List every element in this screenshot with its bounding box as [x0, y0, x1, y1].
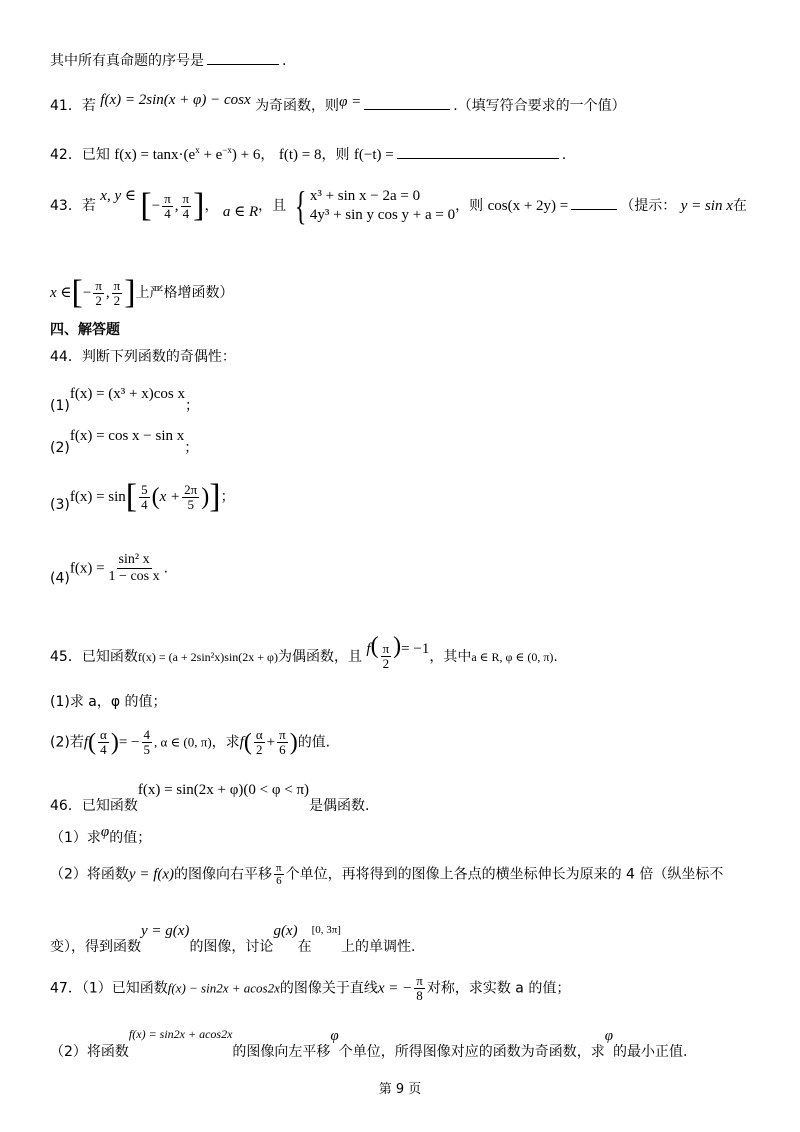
question-44-part-3: (3)f(x) = sin[ $\frac{5}{4}$ (x + $\frac{2\pi}{5}$ )]； — [50, 478, 235, 515]
bracket: ] — [124, 274, 136, 311]
question-44-part-4: (4)f(x) = $\frac{\text{sin² x}}{\text{1 − cos x}}$ . — [50, 552, 169, 587]
a-in-R: a ∈ R — [222, 204, 259, 220]
equation-1: x³ + sin x − 2a = 0 — [309, 188, 421, 204]
section-heading: 四、解答题 — [50, 322, 120, 338]
question-46-part-2-continued: 变），得到函数y = g(x)的图像，讨论g(x)在[0, 3π]上的单调性. — [50, 923, 416, 955]
question-text-end: .（填写符合要求的一个值） — [453, 98, 626, 114]
question-number: 41．若 — [50, 98, 96, 114]
bracket: ] — [193, 187, 205, 224]
function-expression: f(x) = cos x − sin x — [69, 428, 185, 444]
question-45-part-2: (2)若f( $\frac{\alpha}{4}$ )= − $\frac{4}{5}$ , α ∈ (0, π)，求f( $\frac{\alpha}{2}$ + $\frac{\pi}{6}$ )的值. — [50, 727, 331, 757]
hint-function: y = sin x — [680, 198, 733, 214]
question-44-part-2: (2)f(x) = cos x − sin x； — [50, 428, 199, 456]
condition: f(t) = 8 — [278, 147, 322, 163]
minus: − — [151, 198, 161, 214]
prev-question-line — [50, 50, 286, 71]
question-46-part-2: （2）将函数y = f(x)的图像向右平移 $\frac{\pi}{6}$ 个单位，再将得到的图像上各点的横坐标伸长为原来的 4 倍（纵坐标不 — [50, 862, 724, 887]
bracket: [ — [140, 187, 152, 224]
page-footer: 第 9 页 — [378, 1082, 422, 1097]
question-44-title: 44．判断下列函数的奇偶性： — [50, 349, 236, 365]
hint-text: 在 — [732, 198, 747, 214]
fraction: $\frac{\pi}{2}$ — [113, 277, 121, 308]
part-label: (2) — [50, 440, 70, 456]
x-in: x ∈ — [50, 285, 72, 301]
answer-blank — [364, 95, 450, 110]
period: . — [561, 147, 567, 163]
question-46: 46．已知函数f(x) = sin(2x + φ)(0 < φ < π)是偶函数. — [50, 782, 370, 814]
equation-system: { x³ + sin x − 2a = 0 4y³ + sin y cos y + a = 0 — [294, 183, 456, 228]
phi-symbol: φ = — [339, 94, 362, 110]
asked-expression: f(−t) = — [353, 147, 394, 163]
function-expression: $f(x) = \tan x\cdot(e^x + e^{-x}) + 6$ — [114, 145, 261, 163]
asked-expression: cos(x + 2y) = — [487, 198, 569, 214]
question-number: 46．已知函数 — [50, 798, 138, 814]
function-expression: f(x) = (a + 2sin²x)sin(2x + φ) — [137, 650, 278, 664]
function-expression: f(x) = — [69, 560, 105, 577]
hint-text: 上严格增函数） — [135, 285, 234, 301]
question-text: ，则 — [321, 147, 350, 163]
comma: ， — [260, 147, 275, 163]
part-label: (3) — [50, 497, 70, 513]
fraction: $\frac{\pi}{4}$ — [164, 190, 171, 221]
fraction: $\frac{\pi}{2}$ — [95, 277, 102, 308]
part-label: (1) — [50, 398, 70, 414]
question-text: ，则 — [455, 198, 484, 214]
variables: x, y ∈ — [100, 188, 136, 204]
bracket: [ — [71, 274, 83, 311]
question-47-part-2: （2）将函数f(x) = sin2x + acos2x的图像向左平移φ个单位，所得图像对应的函数为奇函数，求φ的最小正值. — [50, 1027, 688, 1060]
question-text: ，且 — [258, 198, 287, 214]
condition: a ∈ R, φ ∈ (0, π) — [471, 650, 554, 664]
prev-question-text: 其中所有真命题的序号是 — [50, 53, 204, 69]
question-number: 45．已知函数 — [50, 649, 138, 665]
question-45: 45．已知函数f(x) = (a + 2sin²x)sin(2x + φ)为偶函数，且 f( $\frac{\pi}{2}$ )= −1，其中a ∈ R, φ ∈ (0, π). — [50, 633, 558, 671]
question-42 — [50, 140, 566, 165]
question-number: 43．若 — [50, 198, 96, 214]
hint-text: （提示： — [620, 198, 677, 214]
answer-blank — [207, 50, 279, 65]
function-expression: f(x) = (x³ + x)cos x — [69, 386, 185, 402]
fraction: $\frac{\pi}{4}$ — [182, 190, 190, 221]
function-expression: f(x) = sin(2x + φ)(0 < φ < π) — [137, 782, 310, 798]
question-44-part-1: (1)f(x) = (x³ + x)cos x； — [50, 386, 199, 414]
answer-blank — [571, 195, 617, 210]
period: . — [282, 53, 287, 69]
function-expression: f(x) = sin — [69, 489, 126, 505]
question-43-continued: x ∈[− $\frac{\pi}{2}$ , $\frac{\pi}{2}$ ]上严格增函数） — [50, 274, 234, 311]
question-41 — [50, 90, 626, 116]
question-45-part-1: (1)求 a，φ 的值； — [50, 694, 167, 710]
question-number: 42．已知 — [50, 147, 110, 163]
question-47-part-1: 47．（1）已知函数f(x) − sin2x + acos2x的图像关于直线x = − $\frac{\pi}{8}$ 对称，求实数 a 的值； — [50, 973, 571, 1003]
equation-2: 4y³ + sin y cos y + a = 0 — [309, 207, 456, 223]
answer-blank — [397, 144, 559, 159]
question-46-part-1: （1）求φ的值； — [50, 824, 152, 846]
question-text: 为奇函数，则 — [255, 98, 340, 114]
part-label: (4) — [50, 570, 70, 587]
question-43: 43．若 x, y ∈ [− $\frac{\pi}{4}$ , $\frac{\pi}{4}$ ]， a ∈ R，且 { x³ + sin x − 2a = 0 4y³ + sin y cos y + a = 0 ，则 cos(x + 2y) = （提示： y = sin x在 — [50, 183, 747, 228]
function-expression: f(x) = 2sin(x + φ) − cosx — [100, 92, 251, 108]
